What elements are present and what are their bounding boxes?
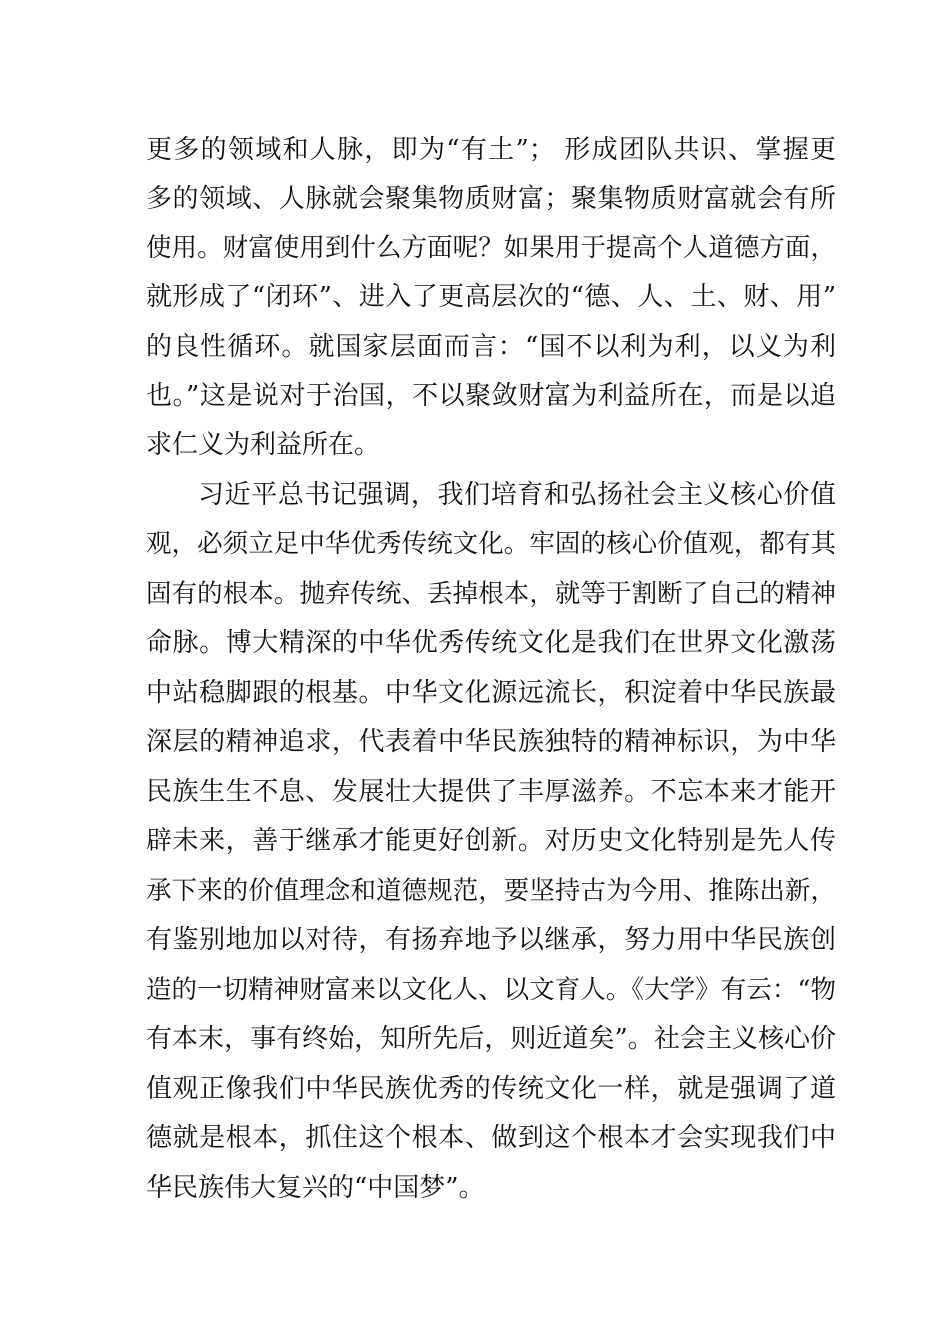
paragraph-1-line-2: 多的领域、人脉就会聚集物质财富；聚集物质财富就会有所: [146, 184, 836, 214]
paragraph-1-line-6: 也。”这是说对于治国，不以聚敛财富为利益所在，而是以追: [146, 381, 836, 411]
paragraph-1-line-1: 更多的领域和人脉，即为“有土”； 形成团队共识、掌握更: [146, 135, 836, 165]
paragraph-2-line-5: 中站稳脚跟的根基。中华文化源远流长，积淀着中华民族最: [146, 678, 836, 708]
paragraph-2-line-13: 值观正像我们中华民族优秀的传统文化一样，就是强调了道: [146, 1074, 836, 1104]
paragraph-2-line-15: 华民族伟大复兴的“中国梦”。: [146, 1173, 485, 1203]
paragraph-2-line-8: 辟未来，善于继承才能更好创新。对历史文化特别是先人传: [146, 826, 836, 856]
paragraph-1-line-3: 使用。财富使用到什么方面呢？如果用于提高个人道德方面，: [146, 233, 836, 263]
paragraph-2-line-4: 命脉。博大精深的中华优秀传统文化是我们在世界文化激荡: [146, 628, 836, 658]
paragraph-2-line-12: 有本末，事有终始，知所先后，则近道矣”。社会主义核心价: [146, 1024, 836, 1054]
paragraph-2-line-1: 习近平总书记强调，我们培育和弘扬社会主义核心价值: [198, 480, 836, 510]
paragraph-2-line-3: 固有的根本。抛弃传统、丢掉根本，就等于割断了自己的精神: [146, 579, 836, 609]
paragraph-2-line-9: 承下来的价值理念和道德规范，要坚持古为今用、推陈出新，: [146, 876, 836, 906]
paragraph-1-line-5: 的良性循环。就国家层面而言：“国不以利为利，以义为利: [146, 332, 836, 362]
paragraph-2-line-6: 深层的精神追求，代表着中华民族独特的精神标识，为中华: [146, 727, 836, 757]
paragraph-2-line-14: 德就是根本，抓住这个根本、做到这个根本才会实现我们中: [146, 1123, 836, 1153]
paragraph-1-line-7: 求仁义为利益所在。: [146, 430, 381, 460]
paragraph-2-line-11: 造的一切精神财富来以文化人、以文育人。《大学》有云：“物: [146, 975, 836, 1005]
paragraph-2-line-2: 观，必须立足中华优秀传统文化。牢固的核心价值观，都有其: [146, 529, 836, 559]
paragraph-2-line-7: 民族生生不息、发展壮大提供了丰厚滋养。不忘本来才能开: [146, 777, 836, 807]
paragraph-2-line-10: 有鉴别地加以对待，有扬弃地予以继承，努力用中华民族创: [146, 925, 836, 955]
paragraph-1-line-4: 就形成了“闭环”、进入了更高层次的“德、人、土、财、用”: [146, 282, 836, 312]
